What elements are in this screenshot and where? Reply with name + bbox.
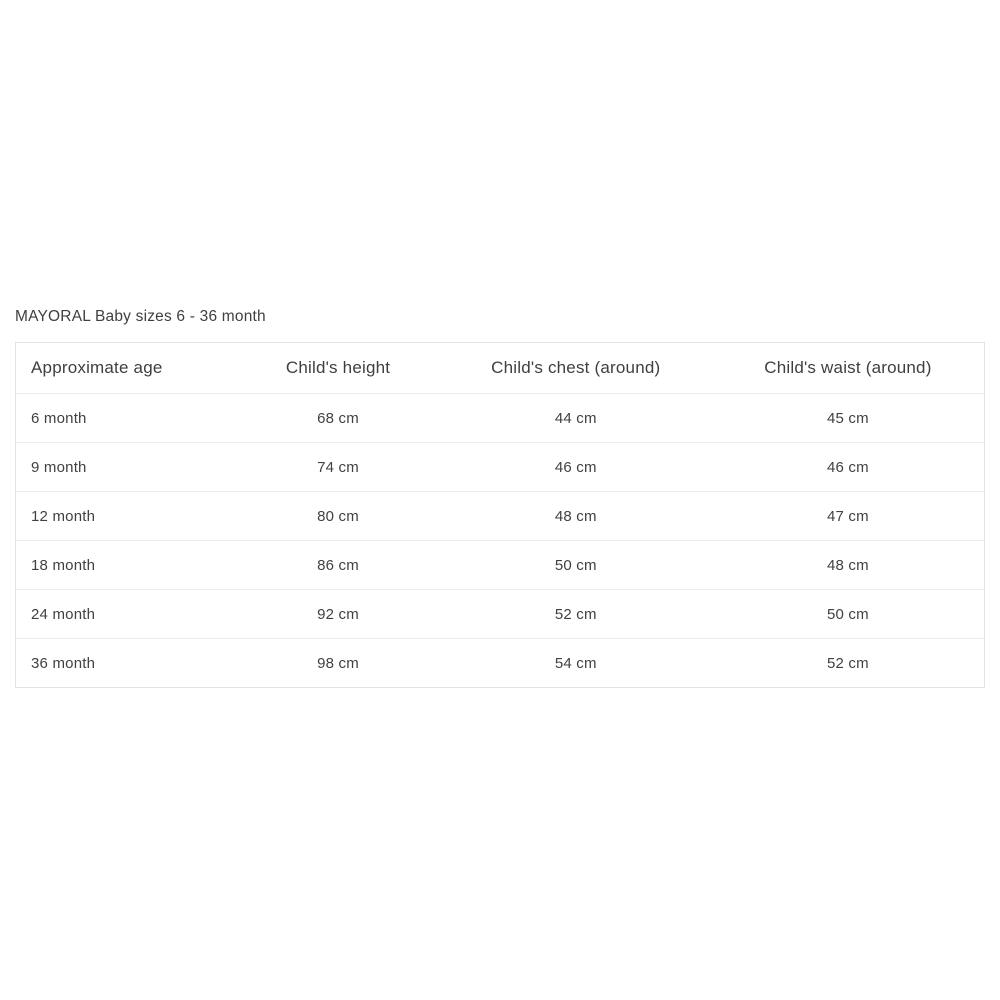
size-guide-section	[15, 306, 985, 688]
table-cell: 80 cm	[236, 492, 439, 541]
table-row	[16, 541, 985, 590]
size-table-head	[16, 343, 985, 394]
table-cell: 6 month	[16, 394, 237, 443]
table-row	[16, 443, 985, 492]
table-cell: 46 cm	[712, 443, 985, 492]
table-cell: 98 cm	[236, 639, 439, 688]
table-cell: 46 cm	[440, 443, 712, 492]
column-header: Child's height	[285, 358, 391, 377]
column-header: Child's waist (around)	[764, 358, 932, 377]
table-cell: 50 cm	[440, 541, 712, 590]
table-cell: 9 month	[16, 443, 237, 492]
table-cell: 68 cm	[236, 394, 439, 443]
table-cell: 18 month	[16, 541, 237, 590]
table-cell: 12 month	[16, 492, 237, 541]
table-cell: 74 cm	[236, 443, 439, 492]
table-cell: 92 cm	[236, 590, 439, 639]
table-cell: 86 cm	[236, 541, 439, 590]
table-cell: 50 cm	[712, 590, 985, 639]
size-table-body	[16, 394, 985, 688]
table-cell: 45 cm	[712, 394, 985, 443]
column-header: Approximate age	[31, 358, 163, 377]
table-cell: 24 month	[16, 590, 237, 639]
table-cell: 52 cm	[440, 590, 712, 639]
table-row	[16, 394, 985, 443]
table-cell: 36 month	[16, 639, 237, 688]
size-table	[15, 342, 985, 688]
column-header: Child's chest (around)	[491, 358, 661, 377]
table-cell: 52 cm	[712, 639, 985, 688]
header-row	[16, 343, 985, 394]
table-cell: 47 cm	[712, 492, 985, 541]
table-cell: 44 cm	[440, 394, 712, 443]
size-table-title: MAYORAL Baby sizes 6 - 36 month	[15, 308, 266, 325]
table-cell: 48 cm	[712, 541, 985, 590]
table-cell: 54 cm	[440, 639, 712, 688]
table-row	[16, 639, 985, 688]
table-row	[16, 590, 985, 639]
table-cell: 48 cm	[440, 492, 712, 541]
table-row	[16, 492, 985, 541]
